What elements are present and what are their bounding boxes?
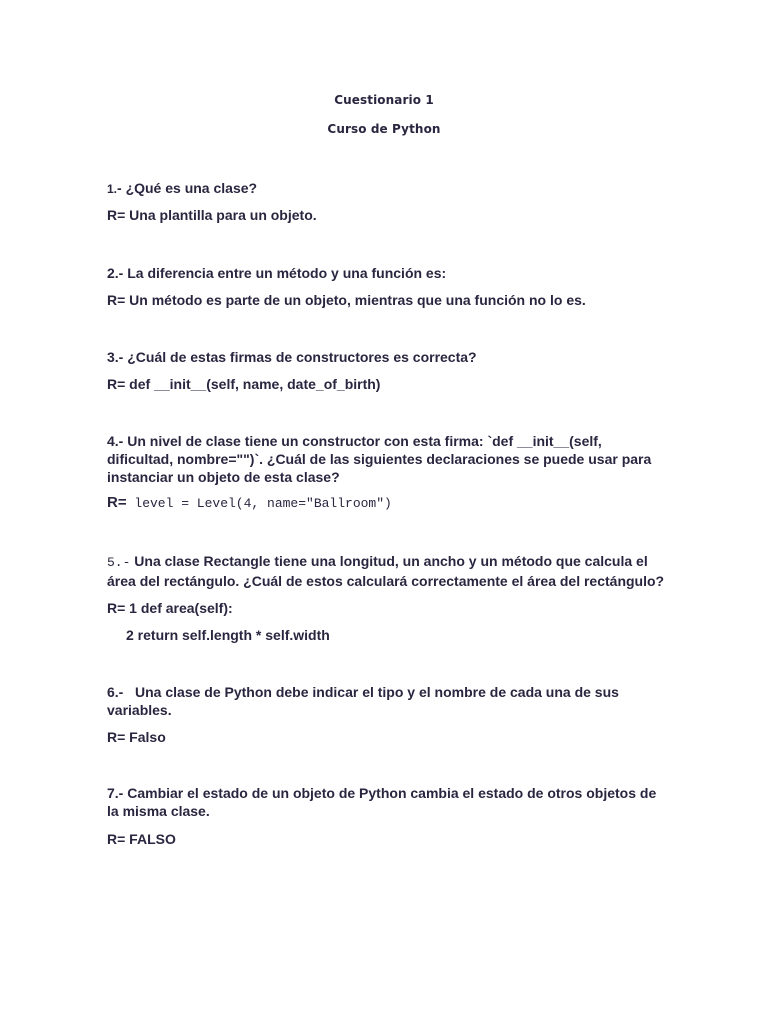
question-4-line-3: instanciar un objeto de esta clase? [107,469,340,485]
answer-6: R= Falso [107,729,166,745]
question-2-number: 2.- [107,265,124,281]
question-5-number: 5.- [107,555,131,570]
question-4-line-2: dificultad, nombre="")`. ¿Cuál de las siguientes declaraciones se puede usar para [107,451,652,467]
answer-4 [107,494,667,513]
question-2-text: La diferencia entre un método y una función es: [123,265,447,281]
answer-5-line-2: 2 return self.length * self.width [126,627,330,643]
answer-5-line-1: R= 1 def area(self): [107,600,233,616]
question-6-line-2: variables. [107,702,172,718]
question-2 [107,264,667,282]
document-subtitle: Curso de Python [327,122,441,136]
question-4-number: 4.- [107,433,124,449]
answer-1: R= Una plantilla para un objeto. [107,207,317,223]
question-7 [107,784,667,820]
question-5-line-2: área del rectángulo. ¿Cuál de estos calculará correctamente el área del rectángulo? [107,573,665,589]
question-5-line-1: 5.- Una clase Rectangle tiene una longitud, un ancho y un método que calcula el [107,553,648,570]
answer-4-prefix: R= [107,494,127,511]
question-5 [107,552,667,590]
question-1-text: - ¿Qué es una clase? [117,180,258,196]
question-4-line-1: 4.- Un nivel de clase tiene un constructor con esta firma: `def __init__(self, [107,433,602,449]
question-1-number: 1. [107,182,118,196]
question-4 [107,432,667,486]
question-1 [107,179,667,198]
answer-4-code: level = Level(4, name="Ballroom") [126,496,392,511]
question-3-text: ¿Cuál de estas firmas de constructores es correcta? [123,349,477,365]
question-6-number: 6.- [107,684,124,700]
question-6-line-1: 6.- Una clase de Python debe indicar el tipo y el nombre de cada una de sus [107,684,619,700]
answer-3: R= def __init__(self, name, date_of_birth) [107,376,381,392]
answer-7: R= FALSO [107,831,176,847]
answer-2: R= Un método es parte de un objeto, mientras que una función no lo es. [107,292,586,308]
document-title: Cuestionario 1 [334,93,434,107]
question-3-number: 3.- [107,349,124,365]
question-6 [107,683,667,719]
question-7-number: 7.- [107,785,124,801]
question-3 [107,348,667,366]
question-7-line-1: 7.- Cambiar el estado de un objeto de Python cambia el estado de otros objetos de [107,785,657,801]
question-7-line-2: la misma clase. [107,803,210,819]
